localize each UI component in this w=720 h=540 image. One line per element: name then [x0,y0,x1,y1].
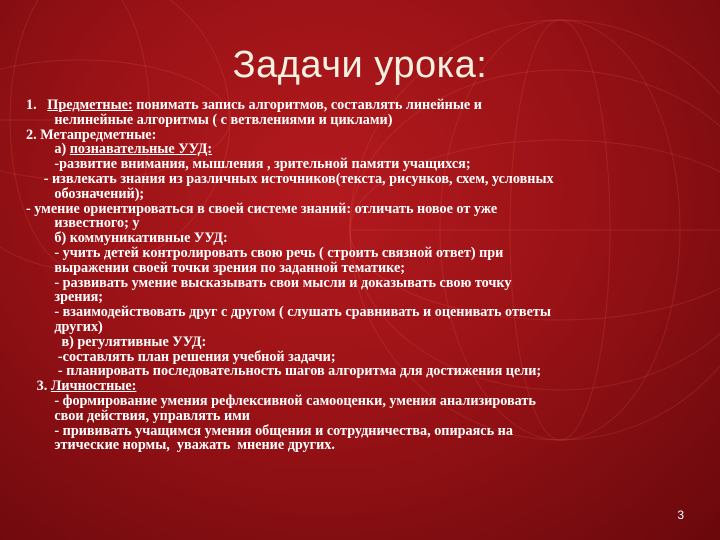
line-text: -составлять план решения учебной задачи; [26,348,336,365]
body-line [26,172,696,187]
body-line [26,142,696,157]
body-line [26,113,696,128]
line-text: 1. [26,97,48,113]
body-line [26,305,696,320]
line-text: - извлекать знания из различных источников(текста, рисунков, схем, условных [26,170,554,187]
underlined-heading: Предметные: [47,97,133,113]
line-text: понимать запись алгоритмов, составлять линейные и [132,97,482,113]
line-text: нелинейные алгоритмы ( с ветвлениями и циклами) [26,111,393,128]
body-line [26,290,696,305]
line-text: этические нормы, уважать мнение других. [26,437,335,454]
body-line [26,157,696,172]
slide-title: Задачи урока: [232,44,488,86]
underlined-heading: Личностные: [50,378,137,395]
body-line [26,409,696,424]
line-text: - взаимодействовать друг с другом ( слушать сравнивать и оценивать ответы [26,304,551,321]
line-text: в) регулятивные УУД: [26,333,207,350]
line-text: - учить детей контролировать свою речь ( строить связной ответ) при [26,244,504,261]
line-text: - планировать последовательность шагов алгоритма для достижения цели; [26,363,542,380]
body-line [26,438,696,453]
line-text: - развивать умение высказывать свои мысли и доказывать свою точку [26,274,512,291]
line-text: свои действия, управлять ими [26,407,250,424]
body-line [26,216,696,231]
body-line [26,335,696,350]
body-line [26,424,696,439]
line-text: - умение ориентироваться в своей системе знаний: отличать новое от уже [26,200,498,217]
body-line [26,261,696,276]
line-text: а) [26,141,70,158]
line-text: - прививать учащимся умения общения и сотрудничества, опираясь на [26,422,513,439]
body-line [26,350,696,365]
body-line [26,128,696,143]
line-text: 2. Метапредметные: [26,126,157,143]
body-line [26,246,696,261]
page-number: 3 [677,508,684,522]
line-text: обозначений); [26,185,145,202]
body-line [26,394,696,409]
line-text: -развитие внимания, мышления , зрительной памяти учащихся; [26,156,471,173]
body-line [26,98,696,113]
body-line [26,231,696,246]
line-text: зрения; [26,289,104,306]
line-text: б) коммуникативные УУД: [26,230,228,247]
underlined-heading: познавательные УУД: [69,141,213,158]
body-line [26,379,696,394]
line-text: - формирование умения рефлексивной самооценки, умения анализировать [26,392,536,409]
body-line [26,202,696,217]
line-text: 3. [26,378,51,395]
line-text: известного; у [26,215,140,232]
body-line [26,187,696,202]
slide-body [26,98,696,453]
body-line [26,276,696,291]
line-text: выражении своей точки зрения по заданной тематике; [26,259,405,276]
body-line [26,320,696,335]
body-line [26,364,696,379]
line-text: других) [26,318,103,335]
